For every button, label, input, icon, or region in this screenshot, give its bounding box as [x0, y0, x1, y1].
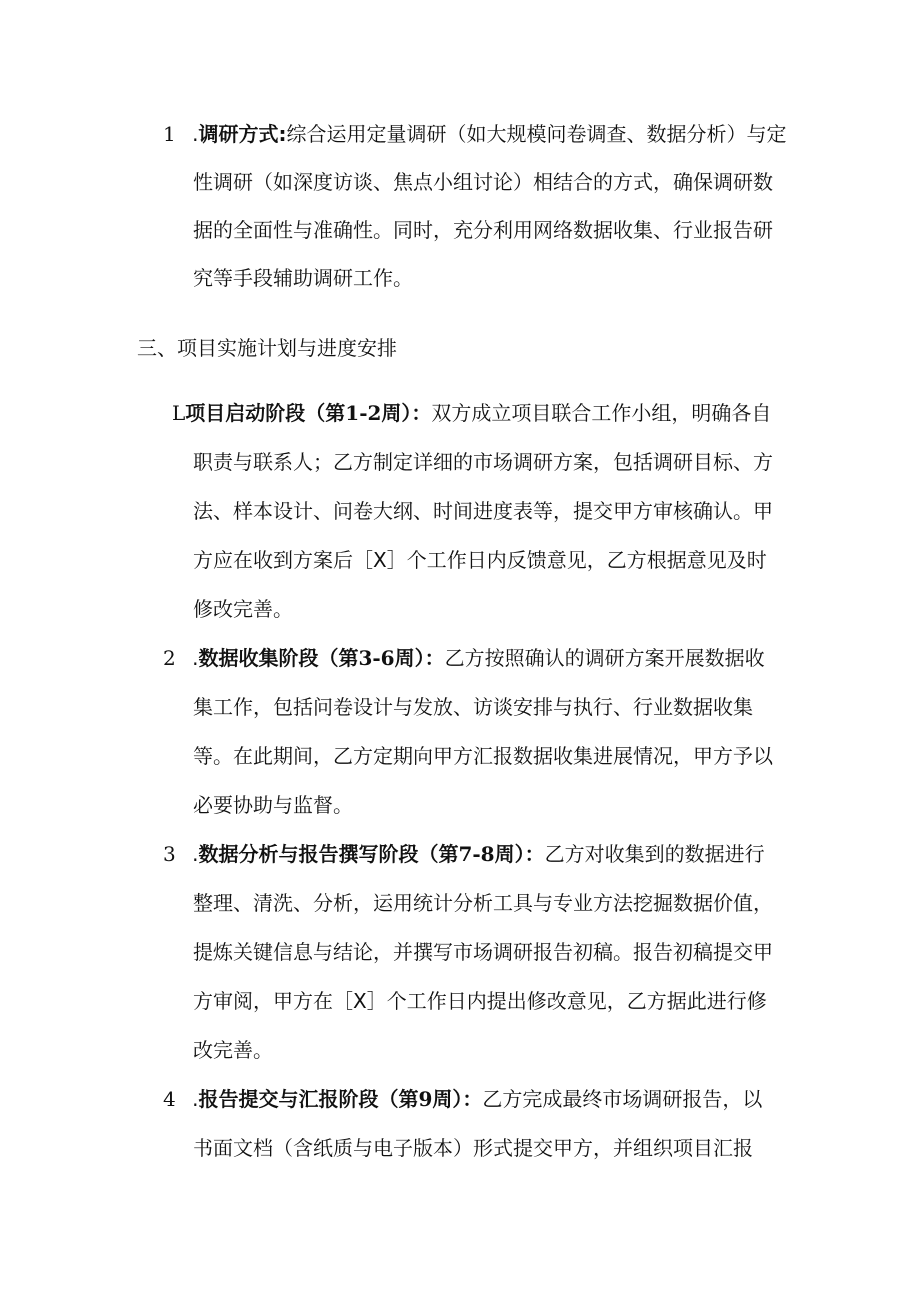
phase-4-line-2: 书面文档（含纸质与电子版本）形式提交甲方，并组织项目汇报 [193, 1136, 753, 1160]
phase-4-title: 报告提交与汇报阶段（第 [198, 1087, 419, 1111]
phase-1-line-3: 法、样本设计、问卷大纲、时间进度表等，提交甲方审核确认。甲 [193, 499, 773, 523]
phase-2-line-4: 必要协助与监督。 [193, 793, 353, 817]
method-line-2: 性调研（如深度访谈、焦点小组讨论）相结合的方式，确保调研数 [193, 170, 773, 194]
phase-2-title-end: 周）： [394, 646, 445, 670]
phase-4-number: 4 [163, 1087, 176, 1111]
phase-3-dot: . [192, 842, 199, 866]
phase-4-first-line [163, 1084, 762, 1114]
phase-3-title: 数据分析与报告撰写阶段（第 [198, 842, 459, 866]
phase-2-line-2: 集工作，包括问卷设计与发放、访谈安排与执行、行业数据收集 [193, 695, 753, 719]
phase-2-weeks: 3-6 [358, 646, 395, 670]
method-line-4: 究等手段辅助调研工作。 [193, 266, 413, 290]
phase-1-weeks: 1-2 [345, 401, 382, 425]
phase-3-line-3: 提炼关键信息与结论，并撰写市场调研报告初稿。报告初稿提交甲 [193, 940, 773, 964]
phase-3-number: 3 [163, 842, 176, 866]
phase-3-line-1: 乙方对收集到的数据进行 [544, 842, 765, 866]
phase-4-dot: . [192, 1087, 199, 1111]
method-first-line [163, 119, 786, 149]
method-line-3: 据的全面性与准确性。同时，充分利用网络数据收集、行业报告研 [193, 218, 773, 242]
phase-1-line-2: 职责与联系人；乙方制定详细的市场调研方案，包括调研目标、方 [193, 450, 773, 474]
phase-1-title: 项目启动阶段（第 [185, 401, 346, 425]
phase-3-line-2: 整理、清洗、分析，运用统计分析工具与专业方法挖掘数据价值， [193, 891, 773, 915]
phase-2-line-1: 乙方按照确认的调研方案开展数据收 [444, 646, 765, 670]
phase-1-title-end: 周）： [381, 401, 432, 425]
phase-3-weeks: 7-8 [458, 842, 495, 866]
phase-4-line-1: 乙方完成最终市场调研报告，以 [482, 1087, 763, 1111]
method-title: 调研方式 [198, 122, 279, 146]
section-heading: 三、项目实施计划与进度安排 [137, 336, 397, 360]
phase-2-title: 数据收集阶段（第 [198, 646, 359, 670]
method-number: 1 [163, 122, 176, 146]
phase-2-line-3: 等。在此期间，乙方定期向甲方汇报数据收集进展情况，甲方予以 [193, 744, 773, 768]
phase-2-first-line [163, 643, 765, 673]
phase-1-number: L [172, 401, 186, 425]
method-dot: . [192, 122, 199, 146]
phase-2-dot: . [192, 646, 199, 670]
phase-3-title-end: 周）： [494, 842, 545, 866]
phase-4-weeks: 9 [418, 1087, 433, 1111]
phase-1-line-1: 双方成立项目联合工作小组，明确各自 [431, 401, 772, 425]
phase-1-line-5: 修改完善。 [193, 597, 293, 621]
phase-1-first-line [172, 398, 771, 428]
method-line-1: 综合运用定量调研（如大规模问卷调查、数据分析）与定 [286, 122, 787, 146]
phase-2-number: 2 [163, 646, 176, 670]
method-sep: : [278, 122, 287, 146]
phase-4-title-end: 周）： [432, 1087, 483, 1111]
phase-3-line-4: 方审阅，甲方在［X］个工作日内提出修改意见，乙方据此进行修 [193, 989, 767, 1013]
phase-3-first-line [163, 839, 765, 869]
phase-3-line-5: 改完善。 [193, 1038, 273, 1062]
phase-1-line-4: 方应在收到方案后［X］个工作日内反馈意见，乙方根据意见及时 [193, 548, 767, 572]
